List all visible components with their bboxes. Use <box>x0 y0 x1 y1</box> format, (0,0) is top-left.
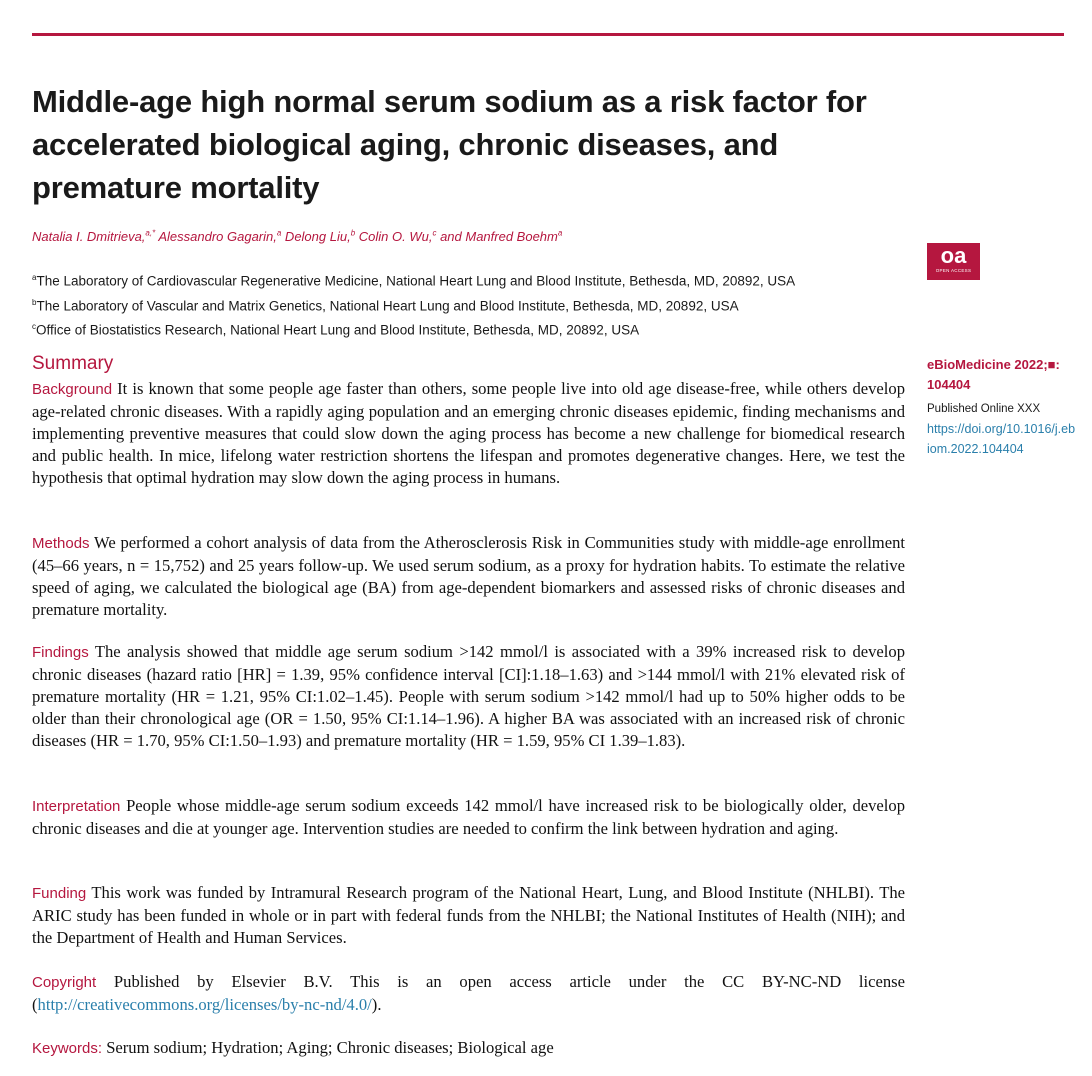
affiliation: $^b$The Laboratory of Vascular and Matrix Genetics, National Heart Lung and Blood Institute, Bethesda, MD, 20892, USA <box>32 297 739 313</box>
doi-link[interactable]: https://doi.org/10.1016/j.ebiom.2022.104404 <box>927 422 1076 456</box>
author[interactable]: and Manfred Boehm$^a$ <box>436 229 563 245</box>
copyright-section: Copyright Published by Elsevier B.V. This is an open access article under the CC BY-NC-ND license (http://creativecommons.org/licenses/by-nc-nd/4.0/). <box>32 972 906 1014</box>
methods-section: Methods We performed a cohort analysis of data from the Atherosclerosis Risk in Communities study with middle-age enrollment (45–66 years, n = 15,752) and 25 years follow-up. We used serum sodium, as a proxy for hydration habits. To estimate the relative speed of aging, we calculated the biological age (BA) from age-dependent biomarkers and assessed risks of chronic diseases and premature mortality. <box>32 533 905 619</box>
journal-citation: eBioMedicine 2022;■: 104404 <box>927 357 1060 392</box>
published-date: Published Online XXX <box>927 403 1041 415</box>
summary-heading: Summary <box>32 353 114 374</box>
section-label: Funding <box>32 885 87 902</box>
section-label: Methods <box>32 535 90 552</box>
author[interactable]: Delong Liu,$^b$ <box>281 229 356 245</box>
section-label: Interpretation <box>32 798 121 815</box>
author[interactable]: Alessandro Gagarin,$^a$ <box>155 229 282 245</box>
interpretation-section: Interpretation People whose middle-age serum sodium exceeds 142 mmol/l have increased risk to be biologically older, develop chronic diseases and die at younger age. Intervention studies are needed to confirm the link between hydration and aging. <box>32 796 905 838</box>
affiliation: $^c$Office of Biostatistics Research, National Heart Lung and Blood Institute, Bethesda, MD, 20892, USA <box>32 322 640 338</box>
background-section: Background It is known that some people age faster than others, some people live into old age disease-free, while others develop age-related chronic diseases. With a rapidly aging population and an emerging chronic diseases epidemic, finding mechanisms and implementing preventive measures that could slow down the aging process has become a new challenge for biomedical research and public health. In mice, lifelong water restriction shortens the lifespan and promotes degenerative changes. Here, we test the hypothesis that optimal hydration may slow down the aging process in humans. <box>32 379 905 487</box>
section-label: Keywords: <box>32 1040 103 1057</box>
open-access-badge: oa OPEN ACCESS <box>927 243 980 280</box>
license-link[interactable]: http://creativecommons.org/licenses/by-nc-nd/4.0/ <box>37 995 372 1014</box>
section-label: Findings <box>32 644 89 661</box>
article-sidebar <box>927 355 1077 459</box>
funding-section: Funding This work was funded by Intramural Research program of the National Heart, Lung, and Blood Institute (NHLBI). The ARIC study has been funded in whole or in part with federal funds from the NHLBI; the National Institutes of Health (NIH); and the Department of Health and Human Services. <box>32 883 906 947</box>
author[interactable]: Colin O. Wu,$^c$ <box>355 229 437 245</box>
article-title: Middle-age high normal serum sodium as a risk factor for accelerated biological aging, chronic diseases, and premature mortality <box>32 84 867 205</box>
section-label: Background <box>32 381 113 398</box>
author-list <box>32 229 562 244</box>
affiliation: $^a$The Laboratory of Cardiovascular Regenerative Medicine, National Heart Lung and Blood Institute, Bethesda, MD, 20892, USA <box>32 273 796 289</box>
findings-section: Findings The analysis showed that middle age serum sodium >142 mmol/l is associated with a 39% increased risk to develop chronic diseases (hazard ratio [HR] = 1.39, 95% confidence interval [CI]:1.18–1.63) and >144 mmol/l with 21% elevated risk of premature mortality (HR = 1.21, 95% CI:1.02–1.45). People with serum sodium >142 mmol/l had up to 50% higher odds to be older than their chronological age (OR = 1.50, 95% CI:1.14–1.96). A higher BA was associated with an increased risk of chronic diseases (HR = 1.70, 95% CI:1.50–1.93) and premature mortality (HR = 1.59, 95% CI 1.39–1.83). <box>32 642 905 750</box>
header-rule <box>32 33 1064 36</box>
section-label: Copyright <box>32 974 97 991</box>
affiliations <box>32 267 795 341</box>
author[interactable]: Natalia I. Dmitrieva,$^{a,*}$ <box>32 229 156 245</box>
keywords-section: Keywords: Serum sodium; Hydration; Aging; Chronic diseases; Biological age <box>32 1038 554 1057</box>
